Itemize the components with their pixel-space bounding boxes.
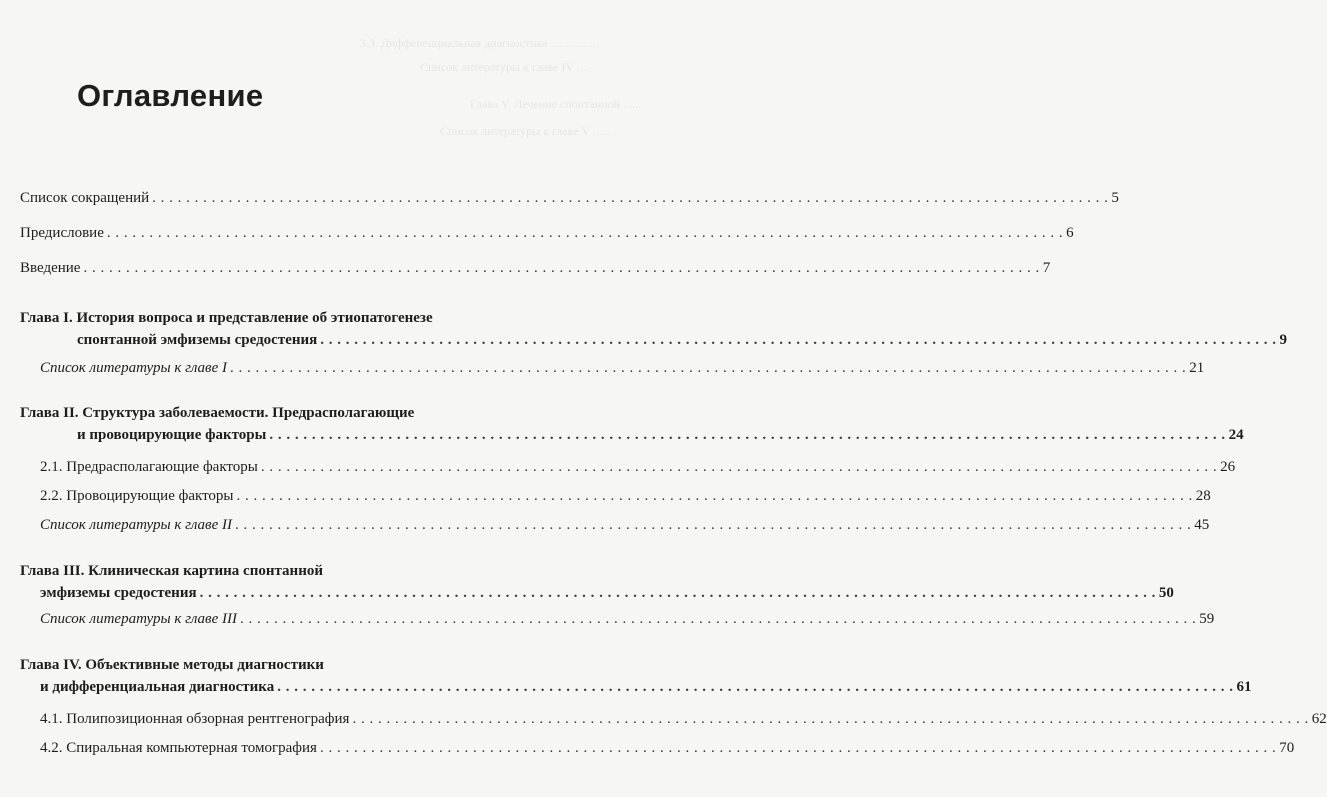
toc-chapter-1	[20, 307, 1288, 351]
toc-entry-2-2	[40, 485, 1211, 507]
toc-entry-label: Список литературы к главе II	[40, 517, 232, 533]
toc-entry-label: 2.2. Провоцирующие факторы	[40, 488, 234, 504]
dot-leader	[261, 456, 1217, 478]
dot-leader	[237, 485, 1193, 507]
toc-entry-label: 2.1. Предрасполагающие факторы	[40, 459, 258, 475]
dot-leader	[200, 582, 1156, 604]
bleed-line: Список литературы к главе V ......	[440, 124, 611, 138]
toc-page-number: 5	[1111, 190, 1119, 206]
toc-entry-label: Введение	[20, 260, 81, 276]
toc-entry-label: 4.2. Спиральная компьютерная томография	[40, 740, 317, 756]
dot-leader	[320, 329, 1276, 351]
dot-leader	[352, 708, 1308, 730]
toc-entry-label: и дифференциальная диагностика	[40, 679, 275, 695]
dot-leader	[83, 257, 1039, 279]
toc-page-number: 26	[1220, 459, 1236, 475]
toc-page-number: 50	[1158, 585, 1174, 601]
toc-entry-references-1	[40, 357, 1205, 379]
toc-page-number: 7	[1042, 260, 1051, 276]
dot-leader	[277, 676, 1233, 698]
toc-entry-label: спонтанной эмфиземы средостения	[77, 332, 318, 348]
toc-entry-label: Список литературы к главе I	[40, 360, 227, 376]
dot-leader	[107, 222, 1063, 244]
toc-chapter-2	[20, 402, 1244, 446]
toc-entry-abbreviations	[20, 187, 1119, 209]
toc-page-number: 21	[1189, 360, 1205, 376]
dot-leader	[152, 187, 1108, 209]
toc-page-number: 6	[1066, 225, 1074, 241]
toc-entry-label: Предисловие	[20, 225, 104, 241]
bleed-line: Глава V. Лечение спонтанной ......	[470, 97, 642, 111]
toc-entry-2-1	[40, 456, 1236, 478]
toc-page-number: 45	[1194, 517, 1210, 533]
toc-chapter-4	[20, 654, 1252, 698]
toc-chapter-heading: Глава III. Клиническая картина спонтанной	[20, 563, 323, 579]
dot-leader	[230, 357, 1186, 379]
toc-entry-label: эмфиземы средостения	[40, 585, 197, 601]
bleed-line: Список литературы к главе IV ....	[420, 60, 589, 74]
toc-entry-label: Список сокращений	[20, 190, 150, 206]
toc-chapter-heading: Глава II. Структура заболеваемости. Предрасполагающие	[20, 405, 415, 421]
toc-entry-preface	[20, 222, 1074, 244]
toc-chapter-heading: Глава IV. Объективные методы диагностики	[20, 657, 324, 673]
dot-leader	[269, 424, 1225, 446]
dot-leader	[320, 737, 1276, 759]
toc-page-number: 28	[1195, 488, 1211, 504]
toc-page-number: 24	[1228, 427, 1244, 443]
toc-entry-4-1	[40, 708, 1327, 730]
toc-entry-label: 4.1. Полипозиционная обзорная рентгенография	[40, 711, 350, 727]
bleed-line: 3.3. Дифференциальная диагностика ................	[360, 36, 599, 50]
toc-chapter-3	[20, 560, 1174, 604]
page-title: Оглавление	[77, 78, 264, 113]
toc-entry-references-3	[40, 608, 1215, 630]
toc-page-number: 70	[1279, 740, 1295, 756]
toc-page-number: 62	[1311, 711, 1327, 727]
toc-page-number: 59	[1199, 611, 1215, 627]
dot-leader	[235, 514, 1191, 536]
toc-page-number: 9	[1279, 332, 1288, 348]
toc-chapter-heading: Глава I. История вопроса и представление об этиопатогенезе	[20, 310, 433, 326]
toc-entry-4-2	[40, 737, 1295, 759]
dot-leader	[240, 608, 1196, 630]
toc-entry-references-2	[40, 514, 1210, 536]
toc-entry-label: Список литературы к главе III	[40, 611, 237, 627]
toc-entry-introduction	[20, 257, 1051, 279]
toc-entry-label: и провоцирующие факторы	[77, 427, 267, 443]
toc-page-number: 61	[1236, 679, 1252, 695]
